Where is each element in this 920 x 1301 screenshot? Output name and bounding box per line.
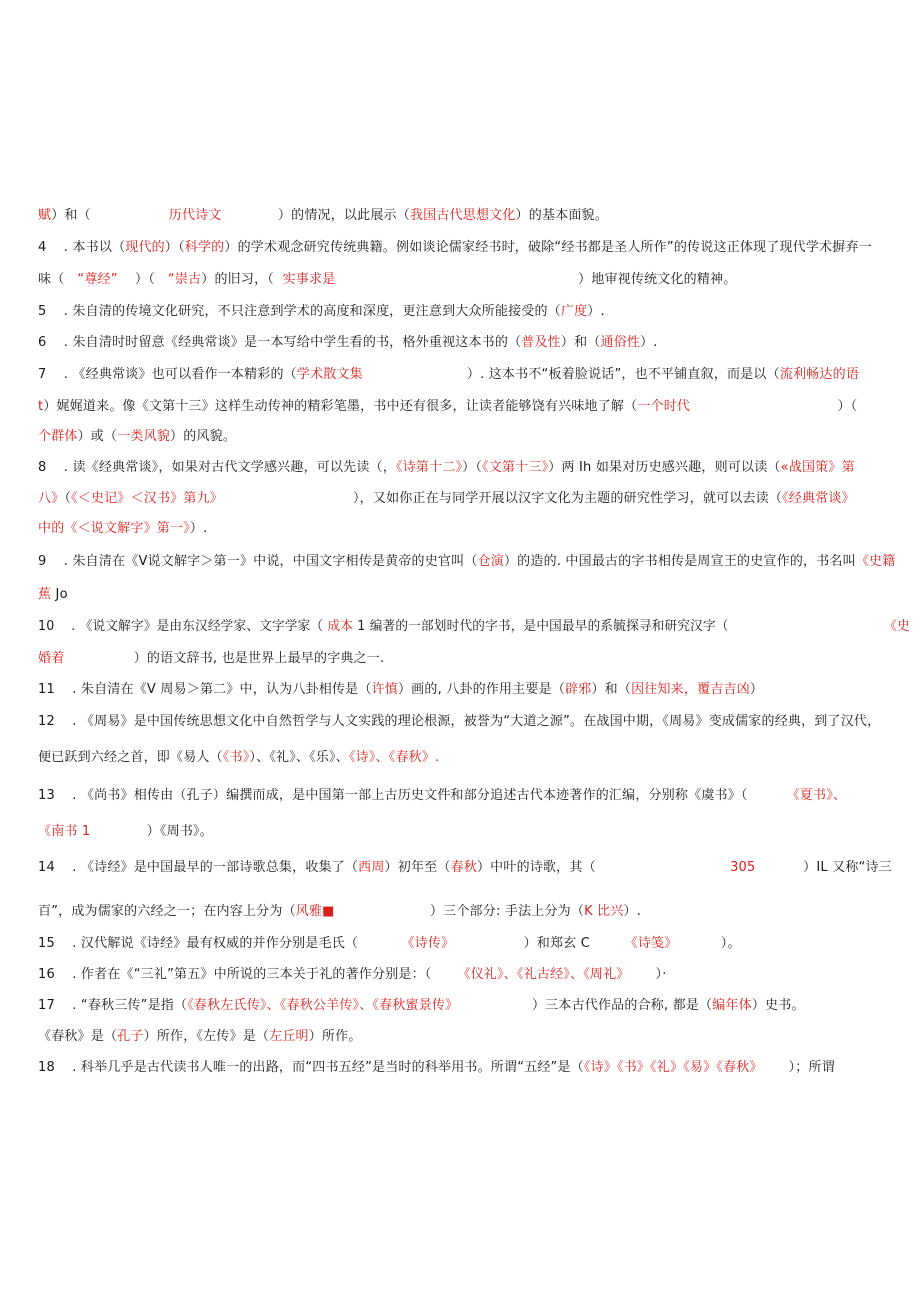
answer-text: 《史	[884, 619, 910, 634]
body-text: ）娓娓道来。像《文第十三》这样生动传神的精彩笔墨，书中还有很多，让读者能够饶有兴味地了解（	[43, 399, 638, 414]
body-text: ）.	[587, 304, 605, 319]
answer-text: K 比兴	[584, 904, 624, 919]
text-line	[38, 823, 213, 841]
text-line	[38, 787, 846, 805]
answer-text: 普及性	[521, 335, 561, 350]
answer-text: 《春秋左氏传》、《春秋公羊传》、《春秋蜜景传》	[187, 998, 459, 1013]
answer-text: 赋	[38, 208, 52, 223]
body-text: 17 . “春秋三传”是指（	[38, 998, 188, 1013]
body-text: ）（	[690, 399, 858, 414]
body-text: 10 . 《说文解字》是由东汉经学家、文字学家（	[38, 619, 324, 634]
answer-text: 历代诗文	[168, 208, 222, 223]
text-line	[38, 271, 736, 289]
body-text: 百”，成为儒家的六经之一；在内容上分为（	[38, 904, 296, 919]
answer-text: «战国策》第	[780, 460, 855, 475]
body-text: 9 . 朱自清在《V说文解字＞第一》中说，中国文字相传是黄帝的史官叫（	[38, 554, 478, 569]
body-text: ）三本古代作品的合称, 都是（	[458, 998, 713, 1013]
answer-text: 《诗笺》	[624, 936, 678, 951]
body-text: ）所作。	[308, 1029, 362, 1044]
body-text: ）《周书》。	[90, 824, 213, 839]
body-text: ）的语文辞书, 也是世界上最早的字典之一.	[64, 651, 385, 666]
body-text: ）三个部分: 手法上分为（	[334, 904, 585, 919]
body-text: ）、《礼》、《乐》、	[249, 750, 349, 765]
text-line	[38, 650, 384, 668]
text-line	[38, 398, 857, 416]
body-text: （	[64, 491, 72, 506]
body-text: ）初年至（	[384, 860, 451, 875]
answer-text: “崇古	[167, 272, 202, 287]
answer-text: “尊经”	[77, 272, 118, 287]
answer-text: 《＜史记》＜汉书》第九》	[71, 491, 224, 506]
answer-text: 现代的	[125, 240, 165, 255]
text-line	[38, 553, 895, 571]
answer-text: 仓演	[477, 554, 504, 569]
answer-text: 风雅■	[295, 904, 335, 919]
body-text: ）. 这本书不“板着脸说话”，也不平铺直叙，而是以（	[362, 367, 780, 382]
text-line	[38, 520, 207, 538]
body-text: ），又如你正在与同学开展以汉字文化为主题的研究性学习，就可以去读（	[223, 491, 783, 506]
body-text: ）画的, 八卦的作用主要是（	[397, 682, 566, 697]
text-line	[38, 1059, 835, 1077]
answer-text: 因往知来，覆吉吉凶	[631, 682, 750, 697]
body-text: 16 . 作者在《“三礼”第五》中所说的三本关于礼的著作分别是：（	[38, 967, 458, 982]
text-line	[38, 966, 667, 984]
text-line	[38, 428, 236, 446]
body-text: 4 . 本书以（	[38, 240, 126, 255]
answer-text: 流利畅达的语	[779, 367, 860, 382]
body-text: 6 . 朱自清时时留意《经典常谈》是一本写给中学生看的书，格外重视这本书的（	[38, 335, 522, 350]
body-text: 8 . 读《经典常谈》，如果对古代文学感兴趣，可以先读（，	[38, 460, 396, 475]
body-text: 13 . 《尚书》相传由（孔子）编撰而成，是中国第一部上古历史文件和部分追述古代本迹著作的汇编，分别称《虞书》（	[38, 788, 787, 803]
answer-text: 《诗》《书》《礼》《易》《春秋》	[583, 1060, 763, 1075]
body-text: ）地审视传统文化的精神。	[335, 272, 737, 287]
answer-text: 《诗》、《春秋》.	[348, 750, 440, 765]
answer-text: 《夏书》、	[786, 788, 847, 803]
text-line	[38, 459, 855, 477]
answer-text: 左丘明	[269, 1029, 309, 1044]
text-line	[38, 303, 605, 321]
body-text: ）。	[677, 936, 741, 951]
answer-text: 实事求是	[282, 272, 336, 287]
answer-text: 《仪礼》、《礼古经》、《周礼》	[457, 967, 630, 982]
body-text: ）.	[623, 904, 642, 919]
answer-text: 《南书 1	[38, 824, 91, 839]
body-text: 11 . 朱自清在《V 周易＞第二》中，认为八卦相传是（	[38, 682, 372, 697]
text-line	[38, 586, 68, 604]
body-text: ）（	[164, 240, 185, 255]
answer-text: 《诗第十二》	[395, 460, 463, 475]
answer-text: 《诗传》	[401, 936, 455, 951]
body-text: 1 编著的一部划时代的字书，是中国最早的系毓探寻和研究汉字（	[357, 619, 885, 634]
answer-text: 八》	[38, 491, 65, 506]
body-text: ）IL 又称“诗三	[755, 860, 892, 875]
body-text: 12 . 《周易》是中国传统思想文化中自然哲学与人文实践的理论根源，被誉为“大道之源”。在战国中期，《周易》变成儒家的经典，到了汉代，	[38, 714, 881, 729]
text-line	[38, 366, 859, 384]
body-text: 味（	[38, 272, 78, 287]
body-text: ）和郑玄 C	[454, 936, 625, 951]
answer-text: 西周	[358, 860, 385, 875]
text-line	[38, 997, 805, 1015]
body-text: 15 . 汉代解说《诗经》最有权威的并作分别是毛氏（	[38, 936, 402, 951]
answer-text: 一类风貌	[117, 429, 171, 444]
answer-text: 编年体	[712, 998, 752, 1013]
text-line	[38, 935, 741, 953]
answer-text: 婚着	[38, 651, 65, 666]
answer-text: 《经典常谈》	[782, 491, 855, 506]
text-line	[38, 713, 880, 731]
answer-text: 广度	[560, 304, 588, 319]
body-text: ）（	[117, 272, 168, 287]
answer-text: 科学的	[184, 240, 225, 255]
body-text: 14 . 《诗经》是中国最早的一部诗歌总集，收集了（	[38, 860, 359, 875]
body-text: ）	[749, 682, 764, 697]
text-line	[38, 859, 892, 877]
answer-text: 学术散文集	[296, 367, 363, 382]
answer-text: 中的《＜说文解字》第一》	[38, 521, 190, 536]
body-text: ）·	[629, 967, 667, 982]
answer-text: 《文第十三》	[482, 460, 549, 475]
text-line	[38, 749, 439, 767]
answer-text: 《史籍	[855, 554, 896, 569]
body-text: ）中叶的诗歌，其（	[476, 860, 731, 875]
body-text: ）的情况，以此展示（	[221, 208, 410, 223]
text-line	[38, 207, 608, 225]
body-text: ）的学术观念研究传统典籍。例如谈论儒家经书时，破除“经书都是圣人所作”的传说这正体现了现代学术摒弃一	[224, 240, 872, 255]
body-text: ）所作，《左传》是（	[143, 1029, 270, 1044]
text-line	[38, 490, 855, 508]
text-line	[38, 681, 763, 699]
body-text: 便已跃到六经之首，即《易人（	[38, 750, 223, 765]
answer-text: 305	[730, 860, 756, 875]
body-text: ）（	[462, 460, 483, 475]
answer-text: 我国古代思想文化	[409, 208, 516, 223]
body-text: 5 . 朱自清的传境文化研究，不只注意到学术的高度和深度，更注意到大众所能接受的（	[38, 304, 561, 319]
text-line	[38, 1028, 362, 1046]
text-line	[38, 239, 872, 257]
body-text: ）和（	[560, 335, 601, 350]
answer-text: 许慎	[371, 682, 398, 697]
body-text: ）.	[189, 521, 208, 536]
body-text: ）史书。	[751, 998, 805, 1013]
body-text: Jo	[51, 587, 68, 602]
answer-text: 春秋	[450, 860, 477, 875]
body-text: ）两 Ih 如果对历史感兴趣，则可以读（	[548, 460, 781, 475]
text-line	[38, 334, 658, 352]
body-text: ）和（	[591, 682, 632, 697]
answer-text: 《书》	[222, 750, 250, 765]
body-text: ）或（	[77, 429, 118, 444]
body-text: ）和（	[51, 208, 169, 223]
body-text: ）的基本面貌。	[515, 208, 608, 223]
body-text: ）；所谓	[762, 1060, 835, 1075]
answer-text: 通俗性	[600, 335, 641, 350]
answer-text: 成本	[323, 619, 358, 634]
answer-text: 辟邪	[565, 682, 592, 697]
body-text: 7 . 《经典常谈》也可以看作一本精彩的（	[38, 367, 297, 382]
body-text: ）的风貌。	[170, 429, 237, 444]
answer-text: 孔子	[117, 1029, 144, 1044]
answer-text: 一个时代	[637, 399, 691, 414]
text-line	[38, 903, 641, 921]
body-text: 18 . 科举几乎是古代读书人唯一的出路，而“四书五经”是当时的科举用书。所谓“五经”是（	[38, 1060, 584, 1075]
body-text: 《春秋》是（	[38, 1029, 118, 1044]
answer-text: t	[38, 399, 44, 414]
body-text: ）的造的. 中国最古的字书相传是周宣王的史宣作的，书名叫	[503, 554, 856, 569]
answer-text: 个群体	[38, 429, 78, 444]
body-text: ）.	[640, 335, 658, 350]
body-text: ）的旧习，（	[201, 272, 283, 287]
answer-text: 蕉	[38, 587, 52, 602]
text-line	[38, 618, 910, 636]
